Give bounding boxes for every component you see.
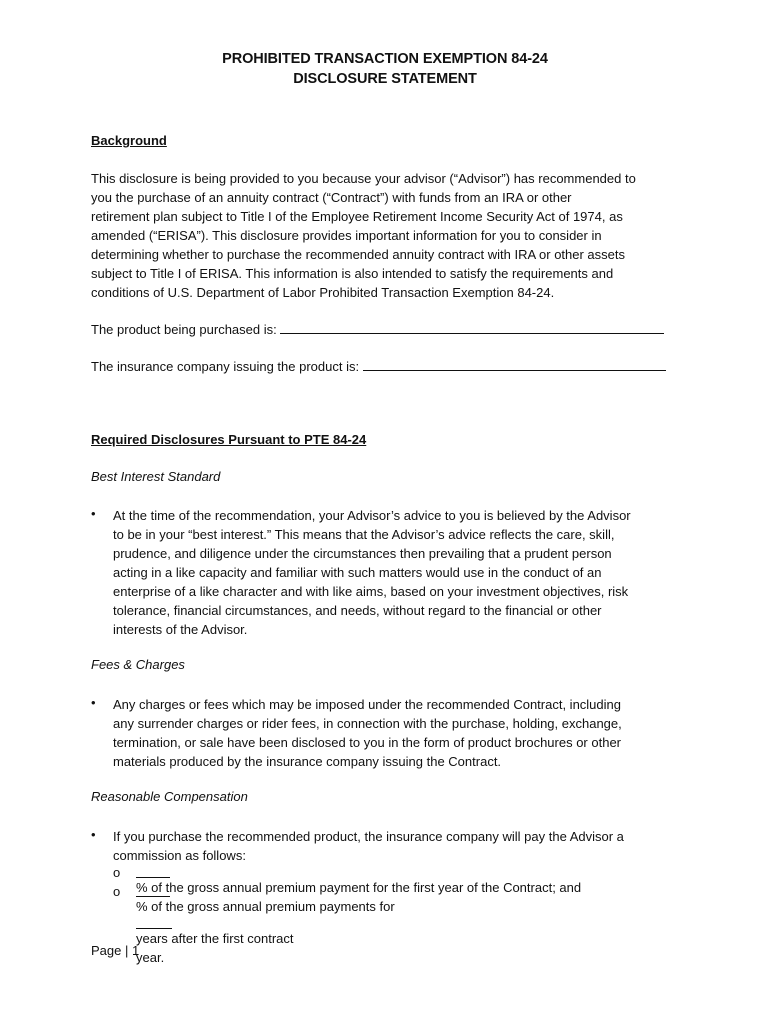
paragraph-line: interests of the Advisor. xyxy=(113,622,248,637)
paragraph-line: conditions of U.S. Department of Labor Prohibited Transaction Exemption 84-24. xyxy=(91,285,555,300)
background-heading: Background xyxy=(91,133,167,148)
best-interest-text xyxy=(113,506,631,639)
paragraph-line: prudence, and diligence under the circumstances then prevailing that a prudent person xyxy=(113,546,612,561)
insurer-label: The insurance company issuing the product is: xyxy=(91,359,363,374)
sub-bullet-icon: o xyxy=(113,865,121,880)
paragraph-line: At the time of the recommendation, your Advisor’s advice to you is believed by the Advisor xyxy=(113,508,631,523)
product-label: The product being purchased is: xyxy=(91,322,281,337)
paragraph-line: tolerance, financial circumstances, and needs, without regard to the financial or other xyxy=(113,603,602,618)
paragraph-line: enterprise of a like character and with like aims, based on your investment objectives, risk xyxy=(113,584,629,599)
paragraph-line: commission as follows: xyxy=(113,848,246,863)
paragraph-line: materials produced by the insurance company issuing the Contract. xyxy=(113,754,502,769)
first-year-percent-blank[interactable] xyxy=(136,865,170,878)
document-subtitle: DISCLOSURE STATEMENT xyxy=(293,71,477,87)
document-title: PROHIBITED TRANSACTION EXEMPTION 84-24 xyxy=(222,51,548,67)
bullet-icon: • xyxy=(91,827,96,842)
renewal-text-c: year. xyxy=(136,950,165,965)
bullet-icon: • xyxy=(91,506,96,521)
insurer-blank[interactable] xyxy=(363,358,666,371)
paragraph-line: any surrender charges or rider fees, in connection with the purchase, holding, exchange, xyxy=(113,716,622,731)
paragraph-line: termination, or sale have been disclosed to you in the form of product brochures or other xyxy=(113,735,622,750)
paragraph-line: to be in your “best interest.” This means that the Advisor’s advice reflects the care, skill, xyxy=(113,527,615,542)
background-paragraph xyxy=(91,169,681,302)
fees-text xyxy=(113,695,622,771)
insurer-line xyxy=(91,358,666,374)
paragraph-line: subject to Title I of ERISA. This information is also intended to satisfy the requirements and xyxy=(91,266,614,281)
paragraph-line: Any charges or fees which may be imposed under the recommended Contract, including xyxy=(113,697,621,712)
product-line xyxy=(91,321,664,337)
compensation-text xyxy=(113,827,624,865)
bullet-icon: • xyxy=(91,695,96,710)
commission-renewal xyxy=(136,884,395,967)
renewal-years-blank[interactable] xyxy=(136,916,172,929)
fees-heading: Fees & Charges xyxy=(91,657,185,672)
paragraph-line: retirement plan subject to Title I of the Employee Retirement Income Security Act of 1974, as xyxy=(91,209,623,224)
required-disclosures-heading: Required Disclosures Pursuant to PTE 84-24 xyxy=(91,432,367,447)
paragraph-line: you the purchase of an annuity contract (“Contract”) with funds from an IRA or other xyxy=(91,190,572,205)
first-year-text: % of the gross annual premium payment for the first year of the Contract; and xyxy=(136,880,582,895)
product-blank[interactable] xyxy=(280,321,664,334)
best-interest-heading: Best Interest Standard xyxy=(91,469,221,484)
paragraph-line: This disclosure is being provided to you because your advisor (“Advisor”) has recommended to xyxy=(91,171,636,186)
page-number: Page | 1 xyxy=(91,943,140,958)
renewal-percent-blank[interactable] xyxy=(136,884,170,897)
renewal-text-b: years after the first contract xyxy=(136,931,294,946)
compensation-heading: Reasonable Compensation xyxy=(91,789,248,804)
paragraph-line: If you purchase the recommended product, the insurance company will pay the Advisor a xyxy=(113,829,624,844)
paragraph-line: acting in a like capacity and familiar with such matters would use in the conduct of an xyxy=(113,565,602,580)
renewal-text-a: % of the gross annual premium payments for xyxy=(136,899,395,914)
sub-bullet-icon: o xyxy=(113,884,121,899)
paragraph-line: amended (“ERISA”). This disclosure provides important information for you to consider in xyxy=(91,228,602,243)
paragraph-line: determining whether to purchase the recommended annuity contract with IRA or other assets xyxy=(91,247,626,262)
